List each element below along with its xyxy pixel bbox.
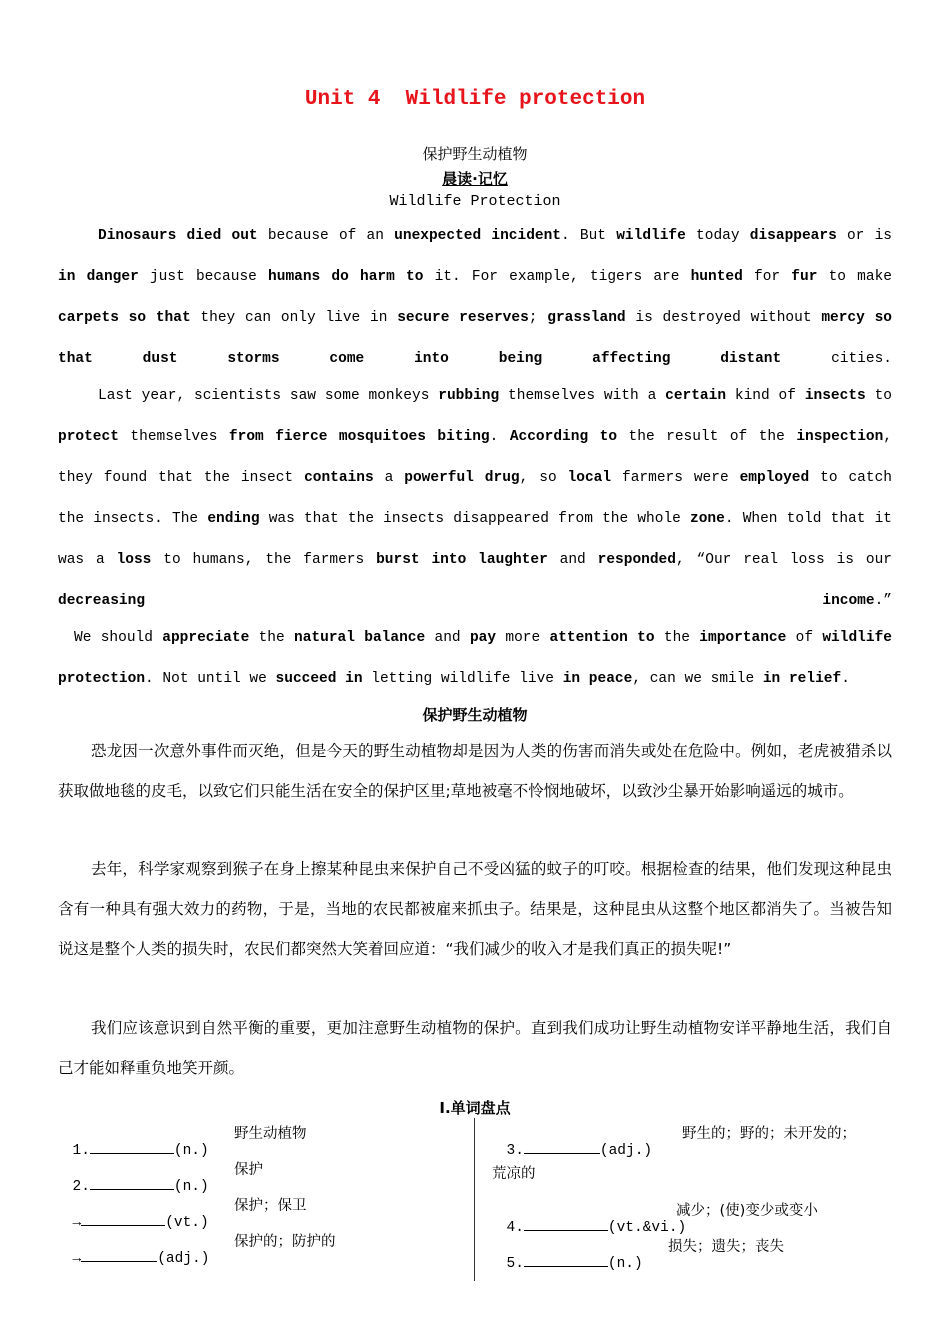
vocab-pos: (n.) [173,1143,209,1159]
vocab-number: 5. [506,1256,524,1272]
key-phrase: certain [665,388,727,404]
key-phrase: succeed in [275,671,363,687]
vocab-pos: (n.) [607,1256,643,1272]
key-phrase: from fierce mosquitoes biting [228,429,490,445]
text-run: a [373,470,405,486]
key-phrase: natural balance [294,630,426,646]
english-paragraph-3 [58,618,892,700]
text-run: just because [138,269,269,285]
text-run [145,593,822,609]
text-run: themselves [118,429,229,445]
text-run: of [786,630,823,646]
text-run: We should [74,630,163,646]
text-run: kind of [726,388,805,404]
answer-blank[interactable] [524,1139,600,1154]
key-phrase: burst into laughter [376,552,548,568]
text-run: farmers were [611,470,740,486]
text-run: today [685,228,750,244]
text-run: the [654,630,700,646]
key-phrase: grassland [547,310,626,326]
text-run: Last year, scientists saw some monkeys [98,388,439,404]
key-phrase: carpets so that [58,310,191,326]
key-phrase: in danger [58,269,139,285]
vocab-meaning: 损失；遗失；丧失 [668,1239,784,1255]
text-run: it. For example, tigers are [423,269,691,285]
arrow-icon: → [72,1215,82,1231]
key-phrase: unexpected incident [394,228,561,244]
english-paragraph-2 [58,376,892,622]
key-phrase: pay [469,630,497,646]
text-run: because of an [257,228,395,244]
text-run: ; [528,310,548,326]
vocab-number: 2. [72,1179,90,1195]
key-phrase: According to [509,429,618,445]
key-phrase: Dinosaurs died out [98,228,258,244]
key-phrase: disappears [749,228,837,244]
key-phrase: attention to [549,630,655,646]
passage-title: Wildlife Protection [389,193,561,210]
text-run: . When told that it was a [58,511,893,568]
key-phrase: ending [207,511,260,527]
column-divider [474,1118,475,1281]
vocab-number: 1. [72,1143,90,1159]
answer-blank[interactable] [524,1216,608,1231]
key-phrase: inspection [796,429,884,445]
text-run: they can only live in [190,310,398,326]
text-run: , “Our real loss is our [675,552,892,568]
text-run: and [547,552,598,568]
text-run: . [841,671,850,687]
key-phrase: hunted [690,269,743,285]
text-run: . [489,429,510,445]
key-phrase: contains [304,470,374,486]
text-run: or is [836,228,892,244]
vocab-number: 3. [506,1143,524,1159]
answer-blank[interactable] [90,1175,174,1190]
vocab-meaning: 荒凉的 [492,1166,536,1182]
answer-blank[interactable] [81,1211,165,1226]
key-phrase: employed [739,470,810,486]
vocab-meaning: 保护；保卫 [234,1198,307,1214]
vocab-meaning: 减少；(使)变少或变小 [676,1203,818,1219]
answer-blank[interactable] [524,1252,608,1267]
key-phrase: local [567,470,612,486]
text-run: was that the insects disappeared from the whole [259,511,691,527]
section-heading [0,168,950,189]
text-run: .” [874,593,892,609]
key-phrase: loss [116,552,152,568]
vocab-pos: (vt.&vi.) [607,1220,687,1236]
key-phrase: in relief [762,671,842,687]
text-run: for [742,269,792,285]
unit-title: Unit 4 Wildlife protection [304,88,646,111]
text-run: cities. [781,351,892,367]
text-run: to catch the insects. The [58,470,892,527]
key-phrase: fur [791,269,818,285]
key-phrase: in peace [562,671,633,687]
vocab-pos: (n.) [173,1179,209,1195]
chinese-paragraph-2: 去年，科学家观察到猴子在身上擦某种昆虫来保护自己不受凶猛的蚊子的叮咬。根据检查的结果，他们发现这种昆虫含有一种具有强大效力的药物，于是，当地的农民都被雇来抓虫子。结果是，这种昆虫从这整个地区都消失了。当被告知说这是整个人类的损失时，农民们都突然大笑着回应道：“我们减少的收入才是我们真正的损失呢!” [58,860,892,958]
text-run: the [249,630,295,646]
text-run: the result of the [617,429,797,445]
text-run: to make [817,269,892,285]
vocab-item-5 [492,1235,902,1289]
key-phrase: wildlife protection [58,630,892,687]
vocab-pos: (adj.) [157,1251,210,1267]
vocab-pos: (adj.) [599,1143,653,1159]
text-run: to humans, the farmers [151,552,377,568]
key-phrase: importance [699,630,787,646]
vocab-meaning: 保护的；防护的 [234,1234,336,1250]
text-run: , can we smile [632,671,763,687]
text-run: letting wildlife live [362,671,563,687]
chinese-title: 保护野生动植物 [422,706,528,724]
text-run: , so [519,470,568,486]
key-phrase: income [822,593,875,609]
vocab-item-2b [58,1230,468,1284]
vocab-meaning: 保护 [234,1162,263,1178]
vocab-meaning: 野生的；野的；未开发的； [682,1126,856,1142]
text-run: . But [561,228,617,244]
key-phrase: powerful drug [404,470,520,486]
text-run: more [496,630,550,646]
text-run: themselves with a [499,388,666,404]
key-phrase: responded [597,552,676,568]
key-phrase: secure reserves [397,310,529,326]
key-phrase: mercy so that dust storms come into being affecting distant [58,310,892,367]
text-run: , they found that the insect [58,429,893,486]
key-phrase: rubbing [438,388,500,404]
chinese-paragraph-1: 恐龙因一次意外事件而灭绝，但是今天的野生动植物却是因为人类的伤害而消失或处在危险中。例如，老虎被猎杀以获取做地毯的皮毛，以致它们只能生活在安全的保护区里;草地被毫不怜悯地破坏，以致沙尘暴开始影响遥远的城市。 [58,742,892,800]
vocab-meaning: 野生动植物 [234,1126,307,1142]
answer-blank[interactable] [81,1247,157,1262]
arrow-icon: → [72,1251,82,1267]
key-phrase: decreasing [58,593,146,609]
english-paragraph-1 [58,216,892,380]
text-run: to [865,388,892,404]
key-phrase: protect [58,429,119,445]
key-phrase: insects [804,388,866,404]
text-run: is destroyed without [625,310,822,326]
answer-blank[interactable] [90,1139,174,1154]
key-phrase: wildlife [616,228,686,244]
key-phrase: humans do harm to [268,269,424,285]
unit-subtitle: 保护野生动植物 [422,145,528,163]
vocab-pos: (vt.) [165,1215,209,1231]
vocab-title: Ⅰ.单词盘点 [439,1099,511,1117]
key-phrase: zone [690,511,725,527]
vocab-number: 4. [506,1220,524,1236]
text-run: . Not until we [145,671,276,687]
key-phrase: appreciate [162,630,250,646]
section-heading-text: 晨读·记忆 [442,170,508,188]
chinese-paragraph-3: 我们应该意识到自然平衡的重要，更加注意野生动植物的保护。直到我们成功让野生动植物安详平静地生活，我们自己才能如释重负地笑开颜。 [58,1019,892,1077]
text-run: and [425,630,470,646]
